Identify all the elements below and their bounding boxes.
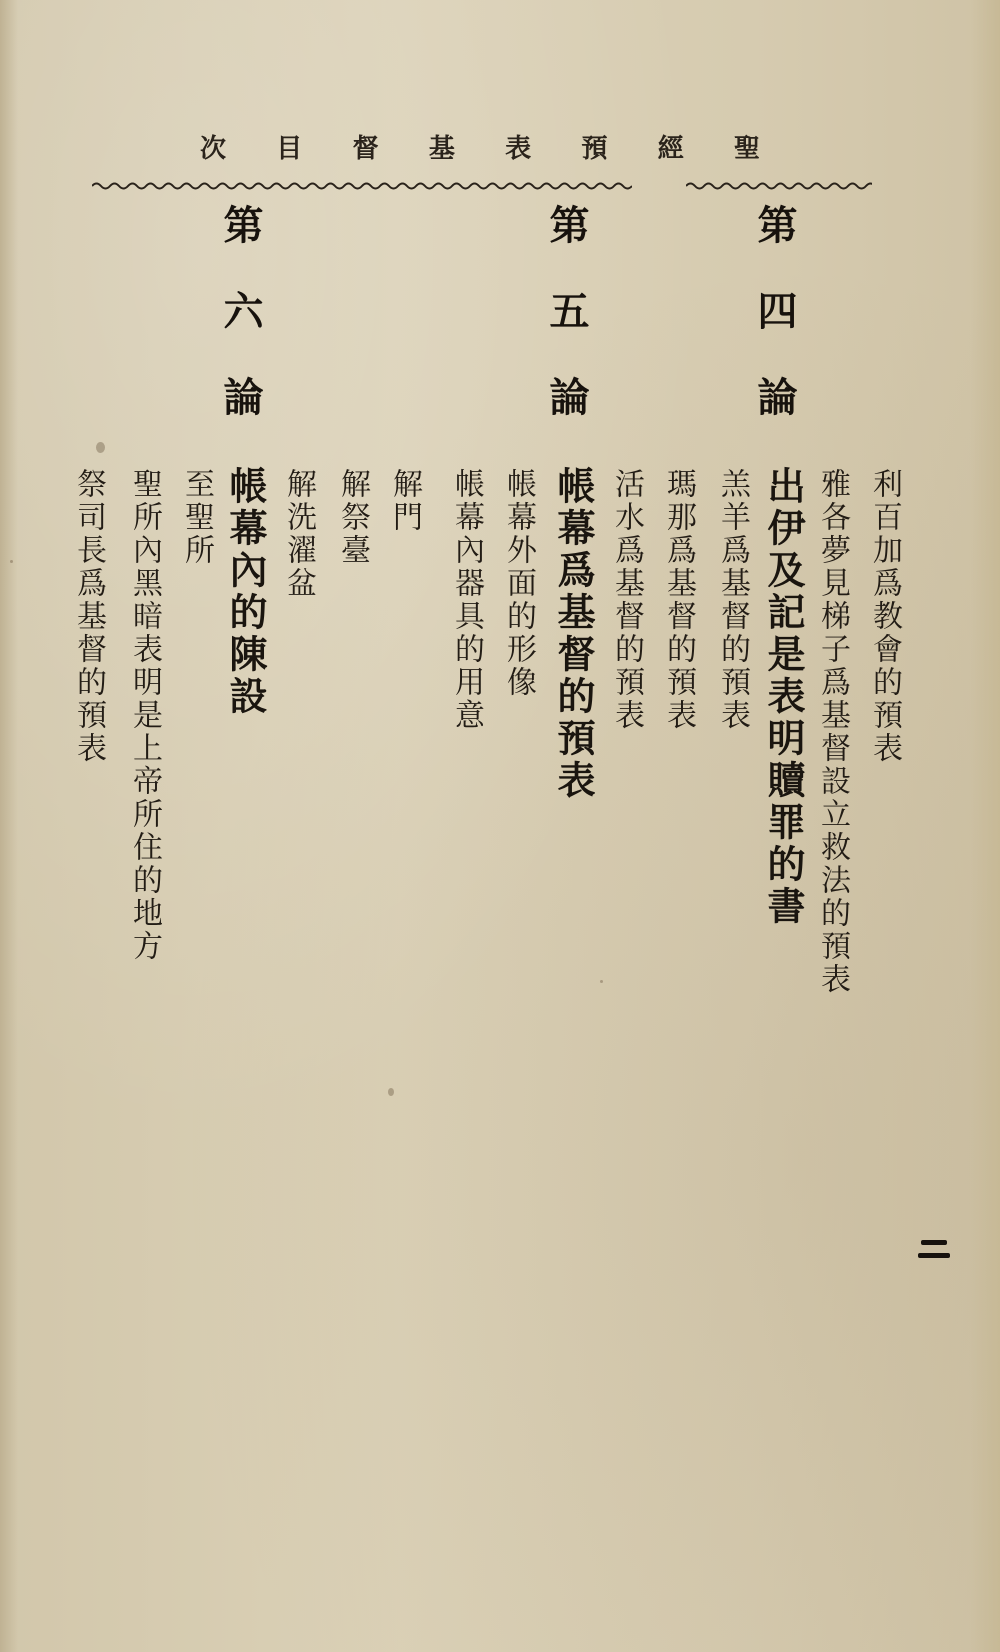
toc-entry: 活水爲基督的預表 (609, 468, 644, 732)
running-head-char: 基 (428, 133, 455, 164)
toc-entry: 帳幕內器具的用意 (449, 468, 484, 732)
chapter-heading: 第四論 (751, 204, 798, 462)
running-head-char: 目 (276, 133, 303, 164)
toc-entry: 解祭臺 (335, 468, 370, 567)
toc-entry: 羔羊爲基督的預表 (715, 468, 750, 732)
toc-entry: 祭司長爲基督的預表 (71, 468, 106, 765)
page-gutter-shadow (0, 0, 18, 1652)
toc-entry: 瑪那爲基督的預表 (661, 468, 696, 732)
running-head-char: 督 (352, 133, 379, 164)
wavy-rule (686, 180, 872, 192)
running-head-char: 次 (200, 133, 227, 164)
page-number (918, 1238, 950, 1260)
toc-entry: 帳幕外面的形像 (501, 468, 536, 699)
running-head-char: 經 (657, 133, 684, 164)
toc-entry: 出伊及記是表明贖罪的書 (761, 466, 806, 928)
toc-entry: 解洗濯盆 (281, 468, 316, 600)
page-edge-shadow (970, 0, 1000, 1652)
page-number-stroke (921, 1240, 947, 1245)
paper-speck (600, 980, 603, 983)
chapter-heading: 第六論 (217, 204, 264, 462)
toc-entry: 利百加爲教會的預表 (867, 468, 902, 765)
running-head (200, 126, 760, 166)
paper-speck (10, 560, 13, 563)
chapter-heading: 第五論 (543, 204, 590, 462)
toc-entry: 解門 (387, 468, 422, 534)
paper-speck (388, 1088, 394, 1096)
toc-entry: 帳幕內的陳設 (223, 466, 268, 718)
running-head-char: 表 (505, 133, 532, 164)
running-head-char: 預 (581, 133, 608, 164)
toc-entry: 雅各夢見梯子爲基督設立救法的預表 (815, 468, 850, 996)
toc-entry: 至聖所 (179, 468, 214, 567)
toc-entry: 聖所內黑暗表明是上帝所住的地方 (127, 468, 162, 963)
toc-entry: 帳幕爲基督的預表 (551, 466, 596, 802)
paper-speck (96, 442, 105, 453)
page-number-stroke (918, 1253, 950, 1258)
running-head-char: 聖 (733, 133, 760, 164)
wavy-rule (92, 180, 632, 192)
